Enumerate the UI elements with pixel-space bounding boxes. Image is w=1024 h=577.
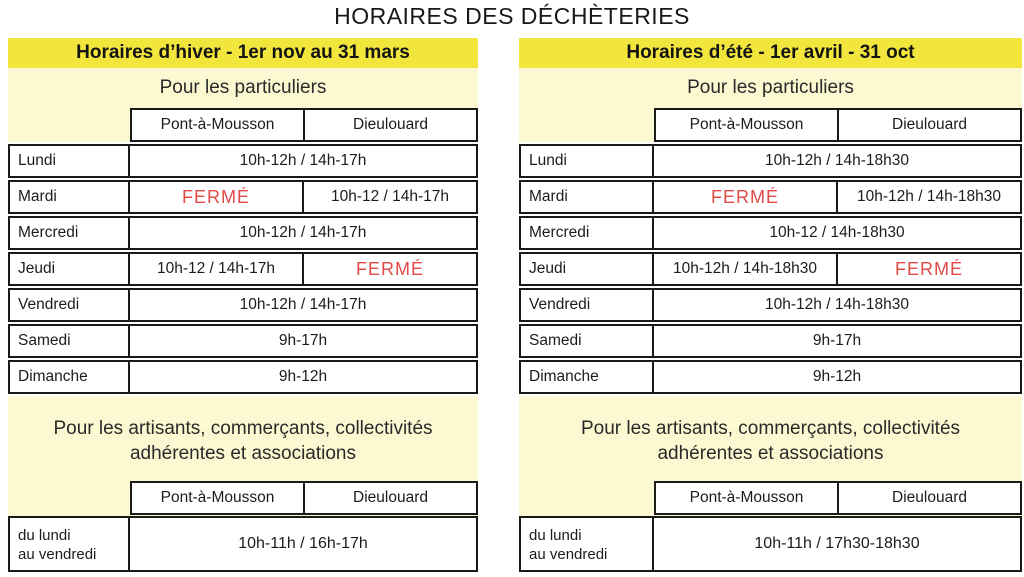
hours-value: 10h-12 / 14h-18h30 — [769, 224, 905, 241]
pros-hours-row — [519, 516, 1022, 572]
day-range-line1: du lundi — [18, 527, 71, 544]
hours-value: 10h-11h / 16h-17h — [238, 535, 368, 552]
column-header-pont-a-mousson: Pont-à-Mousson — [160, 489, 275, 506]
day-label: Mardi — [10, 182, 130, 212]
table-row-mardi — [8, 180, 478, 214]
table-row-mercredi — [519, 216, 1022, 250]
hours-value: 9h-12h — [812, 368, 862, 385]
column-header-pont-a-mousson: Pont-à-Mousson — [689, 116, 804, 133]
hours-value: 9h-12h — [278, 368, 328, 385]
hours-value: 10h-12 / 14h-17h — [302, 182, 476, 212]
day-label: Mercredi — [10, 218, 130, 248]
day-label: Jeudi — [10, 254, 130, 284]
closed-label: FERMÉ — [182, 187, 250, 207]
day-range-label — [10, 518, 130, 570]
section-particuliers — [519, 68, 1022, 142]
section-label-particuliers: Pour les particuliers — [159, 77, 327, 98]
hours-value: 10h-12h / 14h-18h30 — [765, 296, 909, 313]
day-label: Mercredi — [521, 218, 654, 248]
pros-column-header-row — [130, 481, 478, 515]
schedule-panel-winter — [8, 38, 478, 572]
day-label: Jeudi — [521, 254, 654, 284]
hours-value: 10h-12h / 14h-17h — [239, 152, 367, 169]
table-row-mercredi — [8, 216, 478, 250]
pros-column-header-row — [654, 481, 1022, 515]
table-row-mardi — [519, 180, 1022, 214]
day-label: Dimanche — [10, 362, 130, 392]
column-header-dieulouard: Dieulouard — [303, 110, 476, 140]
section-pros — [519, 396, 1022, 516]
section-label-pros-line2: adhérentes et associations — [657, 443, 884, 464]
day-label: Lundi — [521, 146, 654, 176]
day-label: Lundi — [10, 146, 130, 176]
season-header-winter: Horaires d’hiver - 1er nov au 31 mars — [8, 38, 478, 68]
column-header-dieulouard: Dieulouard — [837, 110, 1020, 140]
season-header-summer: Horaires d’été - 1er avril - 31 oct — [519, 38, 1022, 68]
section-label-particuliers: Pour les particuliers — [687, 77, 854, 98]
hours-value: 9h-17h — [278, 332, 328, 349]
table-row-lundi — [519, 144, 1022, 178]
day-label: Samedi — [521, 326, 654, 356]
day-label: Mardi — [521, 182, 654, 212]
section-label-pros-line1: Pour les artisants, commerçants, collectivités — [580, 418, 961, 439]
table-row-dimanche — [519, 360, 1022, 394]
hours-value: 10h-12h / 14h-18h30 — [673, 260, 817, 277]
hours-value: 10h-12h / 14h-18h30 — [836, 182, 1020, 212]
column-header-dieulouard: Dieulouard — [837, 483, 1020, 513]
column-header-pont-a-mousson: Pont-à-Mousson — [160, 116, 275, 133]
day-label: Vendredi — [521, 290, 654, 320]
schedule-panel-summer — [519, 38, 1022, 572]
table-row-samedi — [8, 324, 478, 358]
day-label: Samedi — [10, 326, 130, 356]
column-header-pont-a-mousson: Pont-à-Mousson — [689, 489, 804, 506]
day-label: Dimanche — [521, 362, 654, 392]
hours-table — [519, 144, 1022, 394]
table-row-jeudi — [519, 252, 1022, 286]
hours-value: 10h-11h / 17h30-18h30 — [754, 535, 920, 552]
section-label-pros-line2: adhérentes et associations — [129, 443, 357, 464]
hours-value: 10h-12h / 14h-18h30 — [765, 152, 909, 169]
closed-label: FERMÉ — [836, 254, 1020, 284]
section-label-pros-line1: Pour les artisants, commerçants, collectivités — [53, 418, 433, 439]
day-range-line1: du lundi — [529, 527, 582, 544]
table-row-lundi — [8, 144, 478, 178]
page-title: HORAIRES DES DÉCHÈTERIES — [334, 3, 690, 29]
table-row-vendredi — [8, 288, 478, 322]
hours-value: 9h-17h — [812, 332, 862, 349]
hours-value: 10h-12h / 14h-17h — [239, 296, 367, 313]
closed-label: FERMÉ — [711, 187, 779, 207]
section-particuliers — [8, 68, 478, 142]
table-row-jeudi — [8, 252, 478, 286]
day-range-line2: au vendredi — [18, 546, 97, 563]
day-range-label — [521, 518, 654, 570]
table-row-samedi — [519, 324, 1022, 358]
closed-label: FERMÉ — [302, 254, 476, 284]
pros-hours-row — [8, 516, 478, 572]
column-header-dieulouard: Dieulouard — [303, 483, 476, 513]
hours-table — [8, 144, 478, 394]
column-header-row — [654, 108, 1022, 142]
section-pros — [8, 396, 478, 516]
hours-value: 10h-12 / 14h-17h — [156, 260, 276, 277]
column-header-row — [130, 108, 478, 142]
hours-value: 10h-12h / 14h-17h — [239, 224, 367, 241]
day-label: Vendredi — [10, 290, 130, 320]
table-row-vendredi — [519, 288, 1022, 322]
table-row-dimanche — [8, 360, 478, 394]
day-range-line2: au vendredi — [529, 546, 608, 563]
